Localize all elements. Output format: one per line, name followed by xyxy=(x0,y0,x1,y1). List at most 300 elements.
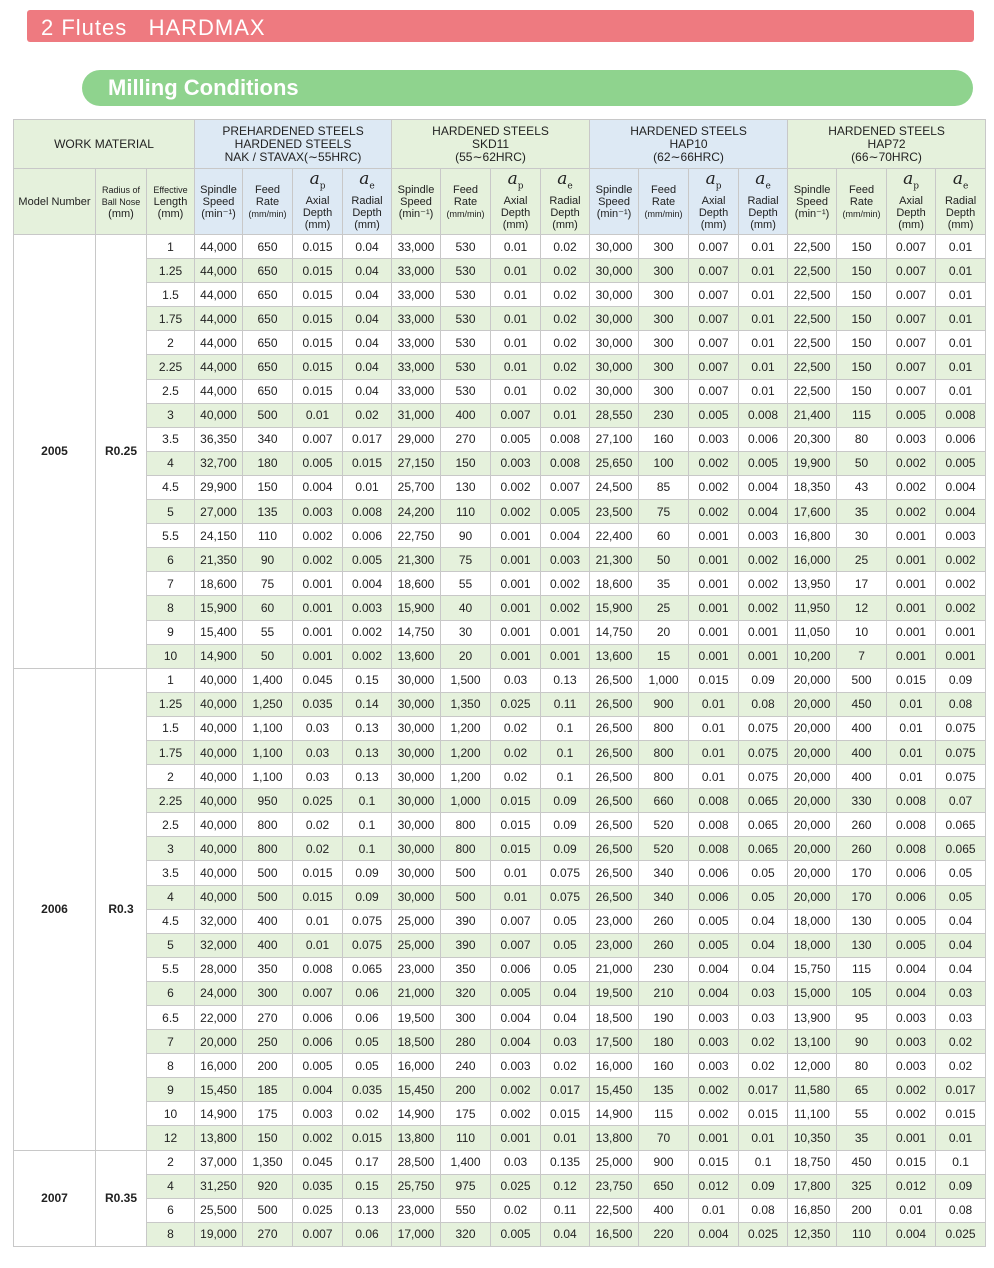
value-cell: 22,750 xyxy=(392,524,441,548)
table-row xyxy=(14,692,986,716)
effective-length-cell: 1.75 xyxy=(147,307,195,331)
value-cell: 0.015 xyxy=(343,451,392,475)
value-cell: 40,000 xyxy=(195,692,243,716)
value-cell: 0.006 xyxy=(491,957,541,981)
value-cell: 1,000 xyxy=(639,668,689,692)
header-line: Radial xyxy=(747,194,779,207)
value-cell: 0.04 xyxy=(936,957,986,981)
value-cell: 0.001 xyxy=(491,1126,541,1150)
value-cell: 32,000 xyxy=(195,933,243,957)
value-cell: 11,950 xyxy=(788,596,837,620)
value-cell: 0.065 xyxy=(936,813,986,837)
value-cell: 0.015 xyxy=(293,283,343,307)
value-cell: 29,000 xyxy=(392,427,441,451)
symbol-letter: a xyxy=(507,169,518,190)
value-cell: 0.02 xyxy=(739,1054,788,1078)
ae-symbol xyxy=(936,169,985,194)
value-cell: 170 xyxy=(837,885,887,909)
value-cell: 18,500 xyxy=(590,1006,639,1030)
header-line: Spindle xyxy=(793,183,831,196)
value-cell: 0.05 xyxy=(343,1030,392,1054)
ae-symbol xyxy=(541,169,589,194)
value-cell: 18,500 xyxy=(392,1030,441,1054)
value-cell: 150 xyxy=(837,283,887,307)
table-row xyxy=(14,1006,986,1030)
value-cell: 0.001 xyxy=(541,644,590,668)
header-line: Radial xyxy=(549,194,581,207)
value-cell: 0.003 xyxy=(689,1006,739,1030)
value-cell: 115 xyxy=(639,1102,689,1126)
effective-length-cell: 4.5 xyxy=(147,475,195,499)
value-cell: 30,000 xyxy=(590,307,639,331)
value-cell: 17,800 xyxy=(788,1174,837,1198)
value-cell: 55 xyxy=(837,1102,887,1126)
effective-length-cell: 5.5 xyxy=(147,957,195,981)
value-cell: 0.001 xyxy=(689,620,739,644)
value-cell: 44,000 xyxy=(195,379,243,403)
value-cell: 0.006 xyxy=(343,524,392,548)
effective-length-cell: 7 xyxy=(147,572,195,596)
table-row xyxy=(14,837,986,861)
value-cell: 14,900 xyxy=(195,1102,243,1126)
value-cell: 15,900 xyxy=(392,596,441,620)
effective-length-cell: 4 xyxy=(147,1174,195,1198)
value-cell: 15,450 xyxy=(590,1078,639,1102)
value-cell: 0.008 xyxy=(541,427,590,451)
value-cell: 36,350 xyxy=(195,427,243,451)
value-cell: 0.03 xyxy=(739,981,788,1005)
value-cell: 500 xyxy=(441,861,491,885)
value-cell: 1,100 xyxy=(243,740,293,764)
value-cell: 800 xyxy=(243,813,293,837)
group-line: HAP10 xyxy=(669,136,708,151)
milling-conditions-table-wrapper xyxy=(13,119,981,1247)
value-cell: 0.075 xyxy=(936,765,986,789)
value-cell: 13,800 xyxy=(392,1126,441,1150)
value-cell: 25,700 xyxy=(392,475,441,499)
value-cell: 0.015 xyxy=(887,1150,936,1174)
value-cell: 150 xyxy=(243,1126,293,1150)
value-cell: 0.004 xyxy=(491,1030,541,1054)
value-cell: 0.003 xyxy=(343,596,392,620)
effective-length-cell: 5 xyxy=(147,933,195,957)
model-number-cell: 2005 xyxy=(14,235,96,669)
value-cell: 0.007 xyxy=(491,909,541,933)
ae-symbol xyxy=(343,169,391,194)
value-cell: 0.01 xyxy=(491,379,541,403)
value-cell: 30,000 xyxy=(590,235,639,259)
value-cell: 0.04 xyxy=(936,933,986,957)
value-cell: 0.01 xyxy=(739,379,788,403)
header-line: (mm) xyxy=(898,218,924,231)
value-cell: 28,550 xyxy=(590,403,639,427)
symbol-letter: a xyxy=(309,169,320,190)
value-cell: 0.035 xyxy=(293,692,343,716)
header-line: Feed xyxy=(452,183,479,196)
value-cell: 0.007 xyxy=(887,307,936,331)
value-cell: 800 xyxy=(639,740,689,764)
symbol-letter: a xyxy=(952,169,963,190)
value-cell: 0.13 xyxy=(541,668,590,692)
work-material-header: WORK MATERIAL xyxy=(14,120,195,169)
value-cell: 100 xyxy=(639,451,689,475)
value-cell: 40,000 xyxy=(195,740,243,764)
value-cell: 185 xyxy=(243,1078,293,1102)
value-cell: 0.15 xyxy=(343,668,392,692)
value-cell: 0.01 xyxy=(689,1198,739,1222)
value-cell: 0.01 xyxy=(887,740,936,764)
value-cell: 30,000 xyxy=(392,740,441,764)
value-cell: 130 xyxy=(837,909,887,933)
value-cell: 40,000 xyxy=(195,837,243,861)
group-line: (66∼70HRC) xyxy=(851,149,922,164)
value-cell: 12,350 xyxy=(788,1222,837,1246)
effective-length-cell: 1.5 xyxy=(147,716,195,740)
header-line: Rate xyxy=(255,195,280,208)
value-cell: 0.02 xyxy=(541,331,590,355)
symbol-subscript: p xyxy=(913,181,919,192)
value-cell: 0.01 xyxy=(739,307,788,331)
value-cell: 0.02 xyxy=(491,1198,541,1222)
value-cell: 400 xyxy=(639,1198,689,1222)
value-cell: 75 xyxy=(639,500,689,524)
value-cell: 15,450 xyxy=(195,1078,243,1102)
value-cell: 0.01 xyxy=(739,1126,788,1150)
value-cell: 650 xyxy=(243,235,293,259)
value-cell: 0.004 xyxy=(491,1006,541,1030)
value-cell: 0.09 xyxy=(936,1174,986,1198)
table-row xyxy=(14,355,986,379)
value-cell: 0.13 xyxy=(343,1198,392,1222)
value-cell: 70 xyxy=(639,1126,689,1150)
value-cell: 75 xyxy=(441,548,491,572)
value-cell: 30,000 xyxy=(392,765,441,789)
value-cell: 0.01 xyxy=(491,259,541,283)
value-cell: 0.001 xyxy=(491,548,541,572)
value-cell: 650 xyxy=(243,307,293,331)
value-cell: 300 xyxy=(441,1006,491,1030)
value-cell: 170 xyxy=(837,861,887,885)
value-cell: 150 xyxy=(837,379,887,403)
value-cell: 35 xyxy=(837,1126,887,1150)
value-cell: 400 xyxy=(837,765,887,789)
value-cell: 160 xyxy=(639,427,689,451)
value-cell: 0.003 xyxy=(689,1030,739,1054)
value-cell: 1,000 xyxy=(441,789,491,813)
value-cell: 0.006 xyxy=(887,885,936,909)
value-cell: 0.005 xyxy=(343,548,392,572)
value-cell: 0.001 xyxy=(936,620,986,644)
model-number-cell: 2006 xyxy=(14,668,96,1150)
value-cell: 28,000 xyxy=(195,957,243,981)
header-line: Radial xyxy=(944,194,977,207)
value-cell: 0.004 xyxy=(887,957,936,981)
value-cell: 110 xyxy=(441,1126,491,1150)
value-cell: 21,350 xyxy=(195,548,243,572)
value-cell: 500 xyxy=(243,885,293,909)
value-cell: 0.005 xyxy=(689,909,739,933)
value-cell: 0.09 xyxy=(541,813,590,837)
value-cell: 0.015 xyxy=(293,379,343,403)
value-cell: 16,000 xyxy=(195,1054,243,1078)
value-cell: 27,150 xyxy=(392,451,441,475)
value-cell: 26,500 xyxy=(590,692,639,716)
value-cell: 30,000 xyxy=(590,379,639,403)
value-cell: 0.007 xyxy=(689,259,739,283)
value-cell: 0.008 xyxy=(739,403,788,427)
value-cell: 800 xyxy=(243,837,293,861)
value-cell: 0.002 xyxy=(936,596,986,620)
value-cell: 0.002 xyxy=(293,524,343,548)
value-cell: 21,300 xyxy=(590,548,639,572)
value-cell: 210 xyxy=(639,981,689,1005)
section-title: Milling Conditions xyxy=(108,75,299,100)
value-cell: 95 xyxy=(837,1006,887,1030)
value-cell: 33,000 xyxy=(392,283,441,307)
value-cell: 0.005 xyxy=(689,933,739,957)
value-cell: 0.003 xyxy=(887,427,936,451)
value-cell: 0.003 xyxy=(689,427,739,451)
value-cell: 0.01 xyxy=(689,740,739,764)
value-cell: 50 xyxy=(243,644,293,668)
value-cell: 16,850 xyxy=(788,1198,837,1222)
value-cell: 0.006 xyxy=(936,427,986,451)
effective-length-cell: 9 xyxy=(147,1078,195,1102)
value-cell: 28,500 xyxy=(392,1150,441,1174)
value-cell: 0.003 xyxy=(293,1102,343,1126)
value-cell: 0.005 xyxy=(887,403,936,427)
effective-length-cell: 1.25 xyxy=(147,692,195,716)
effective-length-cell: 2 xyxy=(147,765,195,789)
header-line: (mm) xyxy=(108,207,134,220)
value-cell: 0.05 xyxy=(541,933,590,957)
value-cell: 30,000 xyxy=(392,692,441,716)
value-cell: 0.002 xyxy=(293,548,343,572)
value-cell: 19,900 xyxy=(788,451,837,475)
value-cell: 0.008 xyxy=(689,837,739,861)
value-cell: 0.05 xyxy=(936,861,986,885)
effective-length-cell: 1.75 xyxy=(147,740,195,764)
value-cell: 0.04 xyxy=(343,355,392,379)
value-cell: 0.007 xyxy=(293,981,343,1005)
value-cell: 320 xyxy=(441,981,491,1005)
value-cell: 0.17 xyxy=(343,1150,392,1174)
effective-length-cell: 1.25 xyxy=(147,259,195,283)
value-cell: 44,000 xyxy=(195,259,243,283)
value-cell: 0.01 xyxy=(541,403,590,427)
value-cell: 0.001 xyxy=(887,524,936,548)
value-cell: 21,300 xyxy=(392,548,441,572)
value-cell: 0.007 xyxy=(887,331,936,355)
value-cell: 0.09 xyxy=(541,789,590,813)
value-cell: 14,900 xyxy=(590,1102,639,1126)
value-cell: 26,500 xyxy=(590,716,639,740)
value-cell: 13,900 xyxy=(788,1006,837,1030)
value-cell: 25 xyxy=(639,596,689,620)
table-row xyxy=(14,596,986,620)
value-cell: 0.15 xyxy=(343,1174,392,1198)
value-cell: 0.001 xyxy=(887,548,936,572)
table-row xyxy=(14,789,986,813)
radial-depth-header xyxy=(739,169,788,235)
value-cell: 920 xyxy=(243,1174,293,1198)
value-cell: 33,000 xyxy=(392,355,441,379)
value-cell: 1,350 xyxy=(441,692,491,716)
value-cell: 230 xyxy=(639,957,689,981)
value-cell: 13,600 xyxy=(392,644,441,668)
value-cell: 90 xyxy=(837,1030,887,1054)
value-cell: 20,000 xyxy=(788,765,837,789)
value-cell: 0.02 xyxy=(293,813,343,837)
value-cell: 1,200 xyxy=(441,765,491,789)
value-cell: 0.01 xyxy=(936,307,986,331)
value-cell: 0.01 xyxy=(887,1198,936,1222)
value-cell: 0.001 xyxy=(293,620,343,644)
value-cell: 0.001 xyxy=(491,596,541,620)
value-cell: 190 xyxy=(639,1006,689,1030)
value-cell: 400 xyxy=(243,933,293,957)
value-cell: 500 xyxy=(243,1198,293,1222)
value-cell: 30 xyxy=(837,524,887,548)
value-cell: 0.004 xyxy=(689,1222,739,1246)
header-line: Ball Nose xyxy=(101,196,141,207)
value-cell: 0.1 xyxy=(343,789,392,813)
value-cell: 150 xyxy=(837,235,887,259)
value-cell: 0.001 xyxy=(887,620,936,644)
value-cell: 135 xyxy=(639,1078,689,1102)
value-cell: 0.002 xyxy=(689,451,739,475)
value-cell: 35 xyxy=(837,500,887,524)
value-cell: 16,000 xyxy=(590,1054,639,1078)
value-cell: 340 xyxy=(639,885,689,909)
value-cell: 0.004 xyxy=(689,981,739,1005)
header-line: Axial xyxy=(701,194,726,207)
value-cell: 0.017 xyxy=(936,1078,986,1102)
value-cell: 150 xyxy=(837,355,887,379)
value-cell: 0.004 xyxy=(739,475,788,499)
value-cell: 0.001 xyxy=(739,620,788,644)
table-row xyxy=(14,885,986,909)
value-cell: 320 xyxy=(441,1222,491,1246)
value-cell: 30,000 xyxy=(392,837,441,861)
value-cell: 0.004 xyxy=(293,475,343,499)
value-cell: 80 xyxy=(837,1054,887,1078)
value-cell: 300 xyxy=(639,379,689,403)
value-cell: 0.008 xyxy=(936,403,986,427)
value-cell: 520 xyxy=(639,837,689,861)
value-cell: 1,200 xyxy=(441,716,491,740)
table-row xyxy=(14,1150,986,1174)
value-cell: 0.001 xyxy=(887,572,936,596)
value-cell: 0.02 xyxy=(936,1054,986,1078)
value-cell: 18,000 xyxy=(788,909,837,933)
effective-length-cell: 8 xyxy=(147,1054,195,1078)
value-cell: 0.05 xyxy=(541,957,590,981)
value-cell: 550 xyxy=(441,1198,491,1222)
value-cell: 0.006 xyxy=(293,1030,343,1054)
value-cell: 0.04 xyxy=(739,933,788,957)
feed-rate-header xyxy=(243,169,293,235)
value-cell: 0.015 xyxy=(739,1102,788,1126)
value-cell: 15 xyxy=(639,644,689,668)
header-line: Speed xyxy=(400,195,432,208)
value-cell: 21,000 xyxy=(392,981,441,1005)
value-cell: 26,500 xyxy=(590,813,639,837)
value-cell: 0.075 xyxy=(739,740,788,764)
value-cell: 22,500 xyxy=(788,259,837,283)
value-cell: 900 xyxy=(639,692,689,716)
value-cell: 0.004 xyxy=(739,500,788,524)
header-line: Depth xyxy=(945,206,976,219)
value-cell: 18,600 xyxy=(590,572,639,596)
value-cell: 0.007 xyxy=(887,259,936,283)
value-cell: 50 xyxy=(639,548,689,572)
value-cell: 0.002 xyxy=(689,1078,739,1102)
material-group-header xyxy=(195,120,392,169)
value-cell: 16,800 xyxy=(788,524,837,548)
effective-length-cell: 4 xyxy=(147,885,195,909)
value-cell: 0.015 xyxy=(293,307,343,331)
model-number-header: Model Number xyxy=(14,169,96,235)
value-cell: 25,000 xyxy=(590,1150,639,1174)
value-cell: 0.1 xyxy=(739,1150,788,1174)
value-cell: 26,500 xyxy=(590,668,639,692)
value-cell: 33,000 xyxy=(392,331,441,355)
value-cell: 0.02 xyxy=(541,307,590,331)
value-cell: 0.001 xyxy=(293,644,343,668)
table-row xyxy=(14,740,986,764)
value-cell: 31,250 xyxy=(195,1174,243,1198)
value-cell: 0.008 xyxy=(887,789,936,813)
value-cell: 530 xyxy=(441,379,491,403)
value-cell: 0.015 xyxy=(293,235,343,259)
value-cell: 350 xyxy=(441,957,491,981)
value-cell: 0.005 xyxy=(293,451,343,475)
value-cell: 15,000 xyxy=(788,981,837,1005)
value-cell: 30,000 xyxy=(392,813,441,837)
effective-length-cell: 4.5 xyxy=(147,909,195,933)
value-cell: 0.04 xyxy=(343,379,392,403)
value-cell: 0.065 xyxy=(739,837,788,861)
value-cell: 0.04 xyxy=(541,1006,590,1030)
value-cell: 0.002 xyxy=(343,644,392,668)
value-cell: 0.002 xyxy=(936,572,986,596)
value-cell: 270 xyxy=(243,1222,293,1246)
radial-depth-header xyxy=(936,169,986,235)
table-row xyxy=(14,1102,986,1126)
value-cell: 0.03 xyxy=(936,981,986,1005)
value-cell: 0.002 xyxy=(491,500,541,524)
effective-length-cell: 6 xyxy=(147,1198,195,1222)
value-cell: 22,500 xyxy=(788,283,837,307)
model-number-cell: 2007 xyxy=(14,1150,96,1246)
value-cell: 0.002 xyxy=(887,451,936,475)
header-line: Axial xyxy=(899,194,923,207)
value-cell: 660 xyxy=(639,789,689,813)
value-cell: 330 xyxy=(837,789,887,813)
value-cell: 0.01 xyxy=(491,331,541,355)
value-cell: 110 xyxy=(441,500,491,524)
table-row xyxy=(14,283,986,307)
value-cell: 0.05 xyxy=(739,885,788,909)
value-cell: 0.008 xyxy=(887,837,936,861)
value-cell: 32,000 xyxy=(195,909,243,933)
value-cell: 23,000 xyxy=(590,933,639,957)
value-cell: 0.012 xyxy=(689,1174,739,1198)
value-cell: 25,500 xyxy=(195,1198,243,1222)
header-line: (min⁻¹) xyxy=(398,207,434,220)
value-cell: 0.002 xyxy=(491,1078,541,1102)
